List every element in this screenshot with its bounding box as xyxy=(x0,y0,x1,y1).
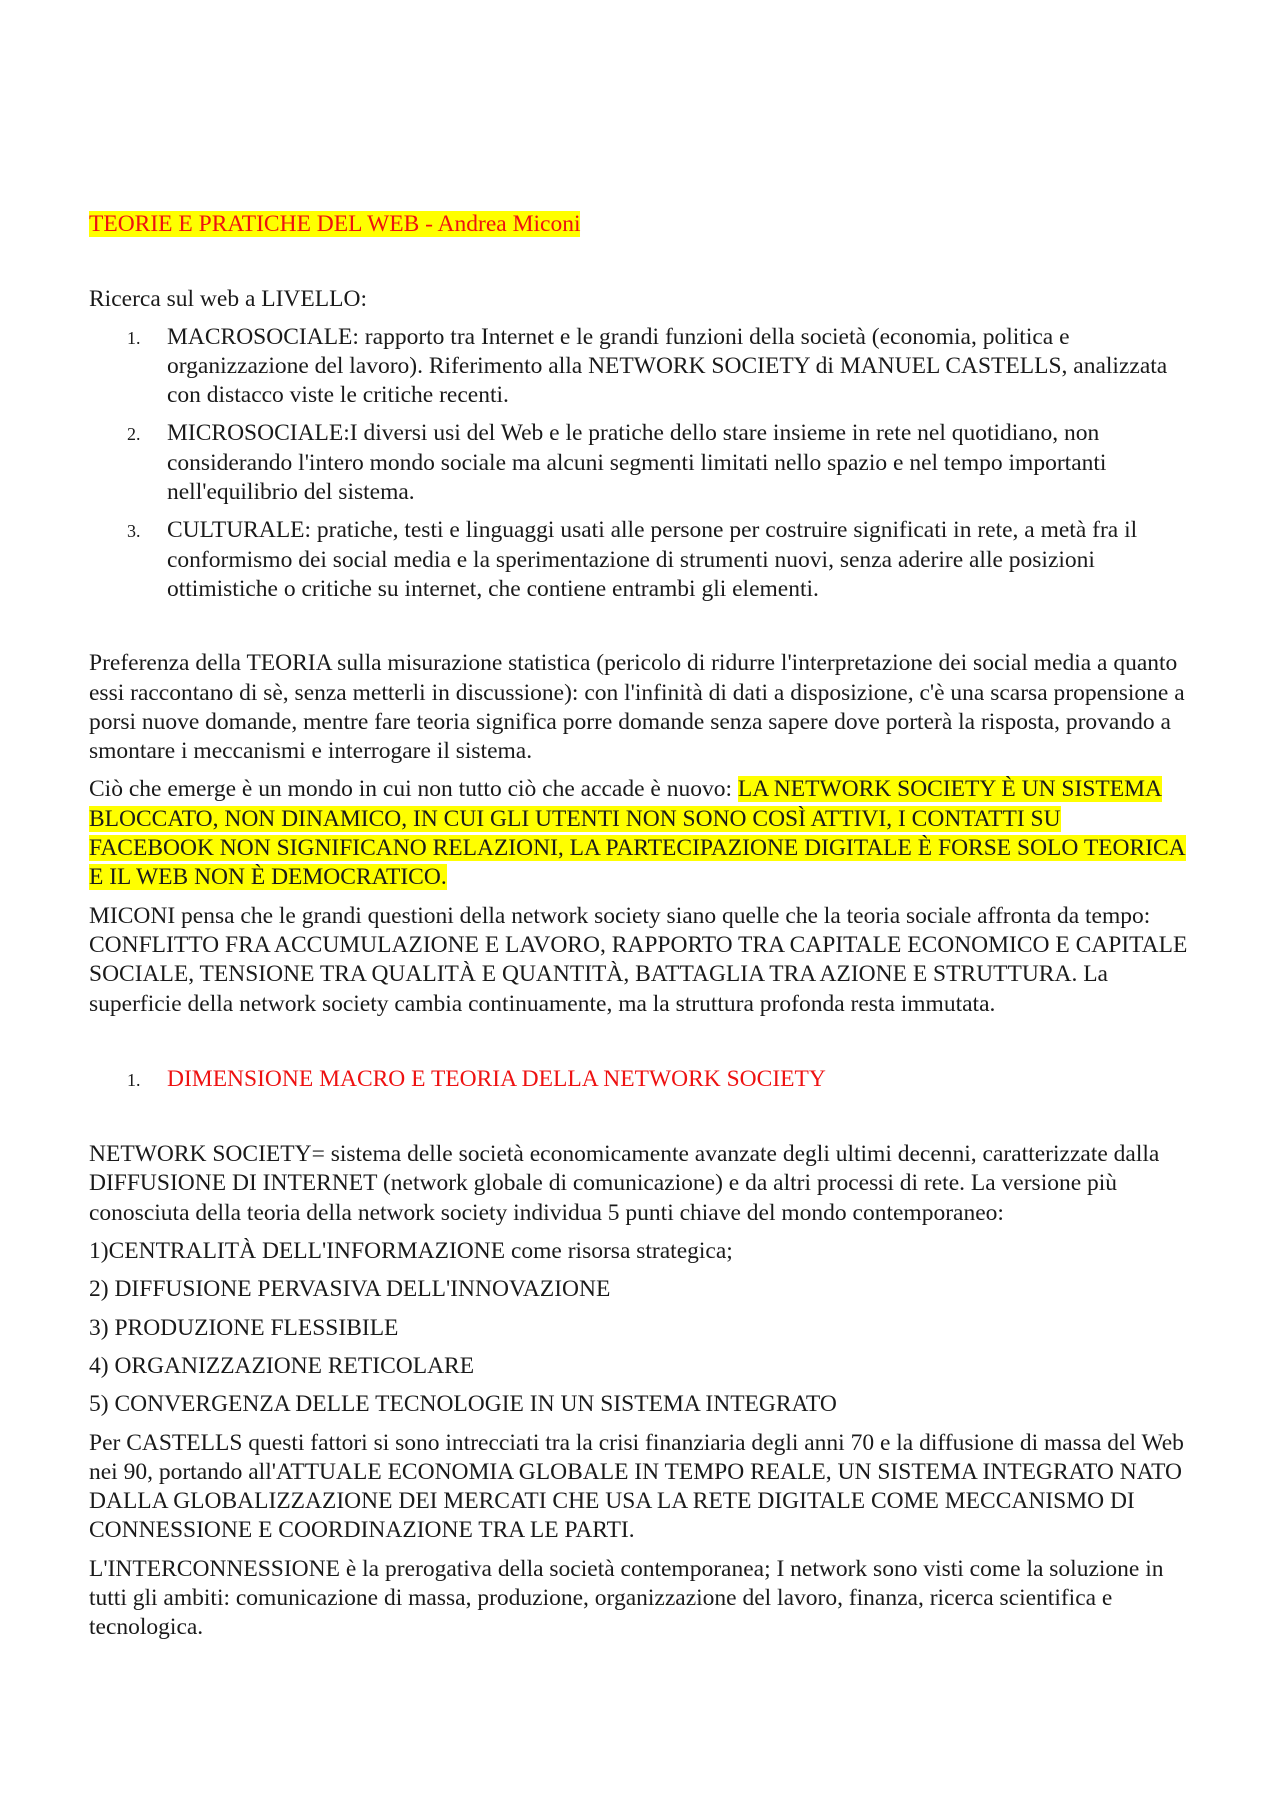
emerge-paragraph xyxy=(89,775,1189,892)
emerge-plain-text: Ciò che emerge è un mondo in cui non tutto ciò che accade è nuovo: xyxy=(89,776,738,803)
title-highlight: TEORIE E PRATICHE DEL WEB - Andrea Miconi xyxy=(89,211,581,237)
document-title xyxy=(89,210,1189,239)
list-item xyxy=(89,516,1189,604)
key-point: 1)CENTRALITÀ DELL'INFORMAZIONE come risorsa strategica; xyxy=(89,1238,733,1265)
section-heading xyxy=(89,1065,1189,1094)
list-item-text: CULTURALE: pratiche, testi e linguaggi usati alle persone per costruire significati in rete, a metà fra il conformismo dei social media e la sperimentazione di strumenti nuovi, senza aderire alle posizioni ottimistiche o critiche su internet, che contiene entrambi gli elementi. xyxy=(167,517,1138,602)
list-item-text: MICROSOCIALE:I diversi usi del Web e le pratiche dello stare insieme in rete nel quotidiano, non considerando l'intero mondo sociale ma alcuni segmenti limitati nello spazio e nel tempo importanti nell'equilibrio del sistema. xyxy=(167,420,1107,506)
list-item xyxy=(89,323,1189,411)
intro-paragraph: Ricerca sul web a LIVELLO: xyxy=(89,286,367,313)
list-number: 3. xyxy=(127,521,141,542)
section-number: 1. xyxy=(127,1069,141,1090)
network-society-paragraph: NETWORK SOCIETY= sistema delle società economicamente avanzate degli ultimi decenni, caratterizzate dalla DIFFUSIONE DI INTERNET (network globale di comunicazione) e da altri processi di rete. La versione più conosciuta della teoria della network society individua 5 punti chiave del mondo contemporaneo: xyxy=(89,1141,1160,1226)
section-title: DIMENSIONE MACRO E TEORIA DELLA NETWORK SOCIETY xyxy=(167,1065,826,1092)
list-item-text: MACROSOCIALE: rapporto tra Internet e le grandi funzioni della società (economia, politica e organizzazione del lavoro). Riferimento alla NETWORK SOCIETY di MANUEL CASTELLS, analizzata con distacco viste le critiche recenti. xyxy=(167,323,1168,409)
key-point: 5) CONVERGENZA DELLE TECNOLOGIE IN UN SISTEMA INTEGRATO xyxy=(89,1391,837,1418)
document-page xyxy=(89,210,1189,1643)
emerge-highlighted-text: LA NETWORK SOCIETY È UN SISTEMA BLOCCATO, NON DINAMICO, IN CUI GLI UTENTI NON SONO COSÌ ATTIVI, I CONTATTI SU FACEBOOK NON SIGNIFICANO RELAZIONI, LA PARTECIPAZIONE DIGITALE È FORSE SOLO TEORICA E IL WEB NON È DEMOCRATICO. xyxy=(89,776,1186,891)
key-point: 3) PRODUZIONE FLESSIBILE xyxy=(89,1314,399,1341)
levels-list xyxy=(89,323,1189,605)
key-point: 2) DIFFUSIONE PERVASIVA DELL'INNOVAZIONE xyxy=(89,1276,611,1303)
list-item xyxy=(89,419,1189,507)
castells-paragraph: Per CASTELLS questi fattori si sono intrecciati tra la crisi finanziaria degli anni 70 e la diffusione di massa del Web nei 90, portando all'ATTUALE ECONOMIA GLOBALE IN TEMPO REALE, UN SISTEMA INTEGRATO NATO DALLA GLOBALIZZAZIONE DEI MERCATI CHE USA LA RETE DIGITALE COME MECCANISMO DI CONNESSIONE E COORDINAZIONE TRA LE PARTI. xyxy=(89,1429,1184,1544)
list-number: 1. xyxy=(127,327,141,348)
theory-paragraph: Preferenza della TEORIA sulla misurazione statistica (pericolo di ridurre l'interpretazione dei social media a quanto essi raccontano di sè, senza metterli in discussione): con l'infinità di dati a disposizione, c'è una scarsa propensione a porsi nuove domande, mentre fare teoria significa porre domande senza sapere dove porterà la risposta, provando a smontare i meccanismi e interrogare il sistema. xyxy=(89,650,1185,765)
miconi-paragraph: MICONI pensa che le grandi questioni della network society siano quelle che la teoria sociale affronta da tempo: CONFLITTO FRA ACCUMULAZIONE E LAVORO, RAPPORTO TRA CAPITALE ECONOMICO E CAPITALE SOCIALE, TENSIONE TRA QUALITÀ E QUANTITÀ, BATTAGLIA TRA AZIONE E STRUTTURA. La superficie della network society cambia continuamente, ma la struttura profonda resta immutata. xyxy=(89,902,1188,1017)
list-number: 2. xyxy=(127,424,141,445)
interconnection-paragraph: L'INTERCONNESSIONE è la prerogativa della società contemporanea; I network sono visti come la soluzione in tutti gli ambiti: comunicazione di massa, produzione, organizzazione del lavoro, finanza, ricerca scientifica e tecnologica. xyxy=(89,1555,1164,1641)
key-point: 4) ORGANIZZAZIONE RETICOLARE xyxy=(89,1352,475,1379)
